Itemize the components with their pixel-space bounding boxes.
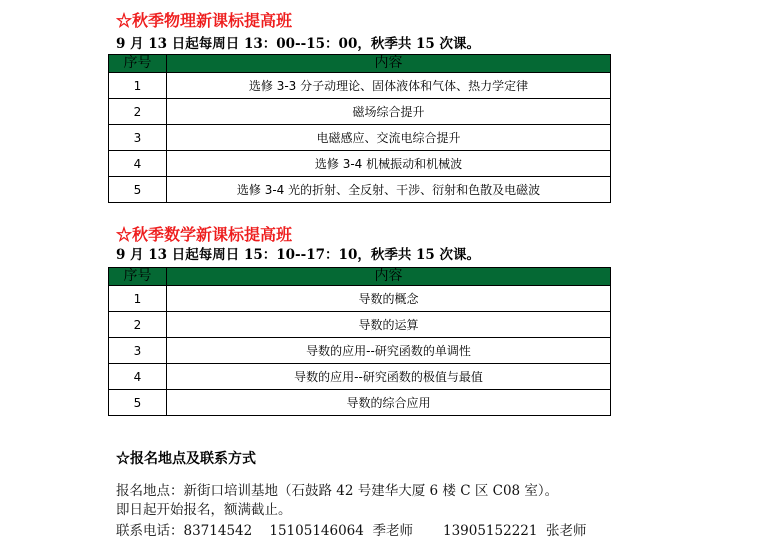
table-row [109,286,611,312]
physics-course-table [108,54,611,203]
row-content: 选修 3-4 光的折射、全反射、干涉、衍射和色散及电磁波 [167,177,611,203]
row-index: 4 [109,151,167,177]
row-index: 3 [109,338,167,364]
table-row [109,338,611,364]
row-content: 导数的概念 [167,286,611,312]
header-content: 内容 [167,268,611,286]
table-row [109,99,611,125]
row-index: 3 [109,125,167,151]
contact-notice: 即日起开始报名，额满截止。 [116,502,292,518]
table-row [109,151,611,177]
table-row [109,177,611,203]
header-content: 内容 [167,55,611,73]
contact-section-title: ☆报名地点及联系方式 [116,451,256,467]
table-header-row [109,268,611,286]
row-content: 导数的运算 [167,312,611,338]
row-content: 导数的应用--研究函数的单调性 [167,338,611,364]
header-index: 序号 [109,268,167,286]
row-index: 4 [109,364,167,390]
row-content: 选修 3-4 机械振动和机械波 [167,151,611,177]
math-course-table [108,267,611,416]
row-content: 电磁感应、交流电综合提升 [167,125,611,151]
row-content: 导数的应用--研究函数的极值与最值 [167,364,611,390]
row-content: 磁场综合提升 [167,99,611,125]
contact-phones: 联系电话：83714542 15105146064 季老师 13905152221 张老师 [116,523,587,539]
row-content: 导数的综合应用 [167,390,611,416]
row-content: 选修 3-3 分子动理论、固体液体和气体、热力学定律 [167,73,611,99]
physics-section-title: ☆秋季物理新课标提高班 [116,11,293,30]
table-row [109,364,611,390]
table-row [109,73,611,99]
table-header-row [109,55,611,73]
row-index: 1 [109,286,167,312]
row-index: 2 [109,99,167,125]
table-row [109,125,611,151]
row-index: 5 [109,177,167,203]
row-index: 5 [109,390,167,416]
physics-schedule: 9 月 13 日起每周日 13：00--15：00，秋季共 15 次课。 [116,36,481,52]
math-schedule: 9 月 13 日起每周日 15：10--17：10，秋季共 15 次课。 [116,247,481,263]
table-row [109,312,611,338]
row-index: 2 [109,312,167,338]
contact-address: 报名地点：新街口培训基地（石鼓路 42 号建华大厦 6 楼 C 区 C08 室）。 [116,483,559,499]
header-index: 序号 [109,55,167,73]
row-index: 1 [109,73,167,99]
table-row [109,390,611,416]
math-section-title: ☆秋季数学新课标提高班 [116,225,293,244]
